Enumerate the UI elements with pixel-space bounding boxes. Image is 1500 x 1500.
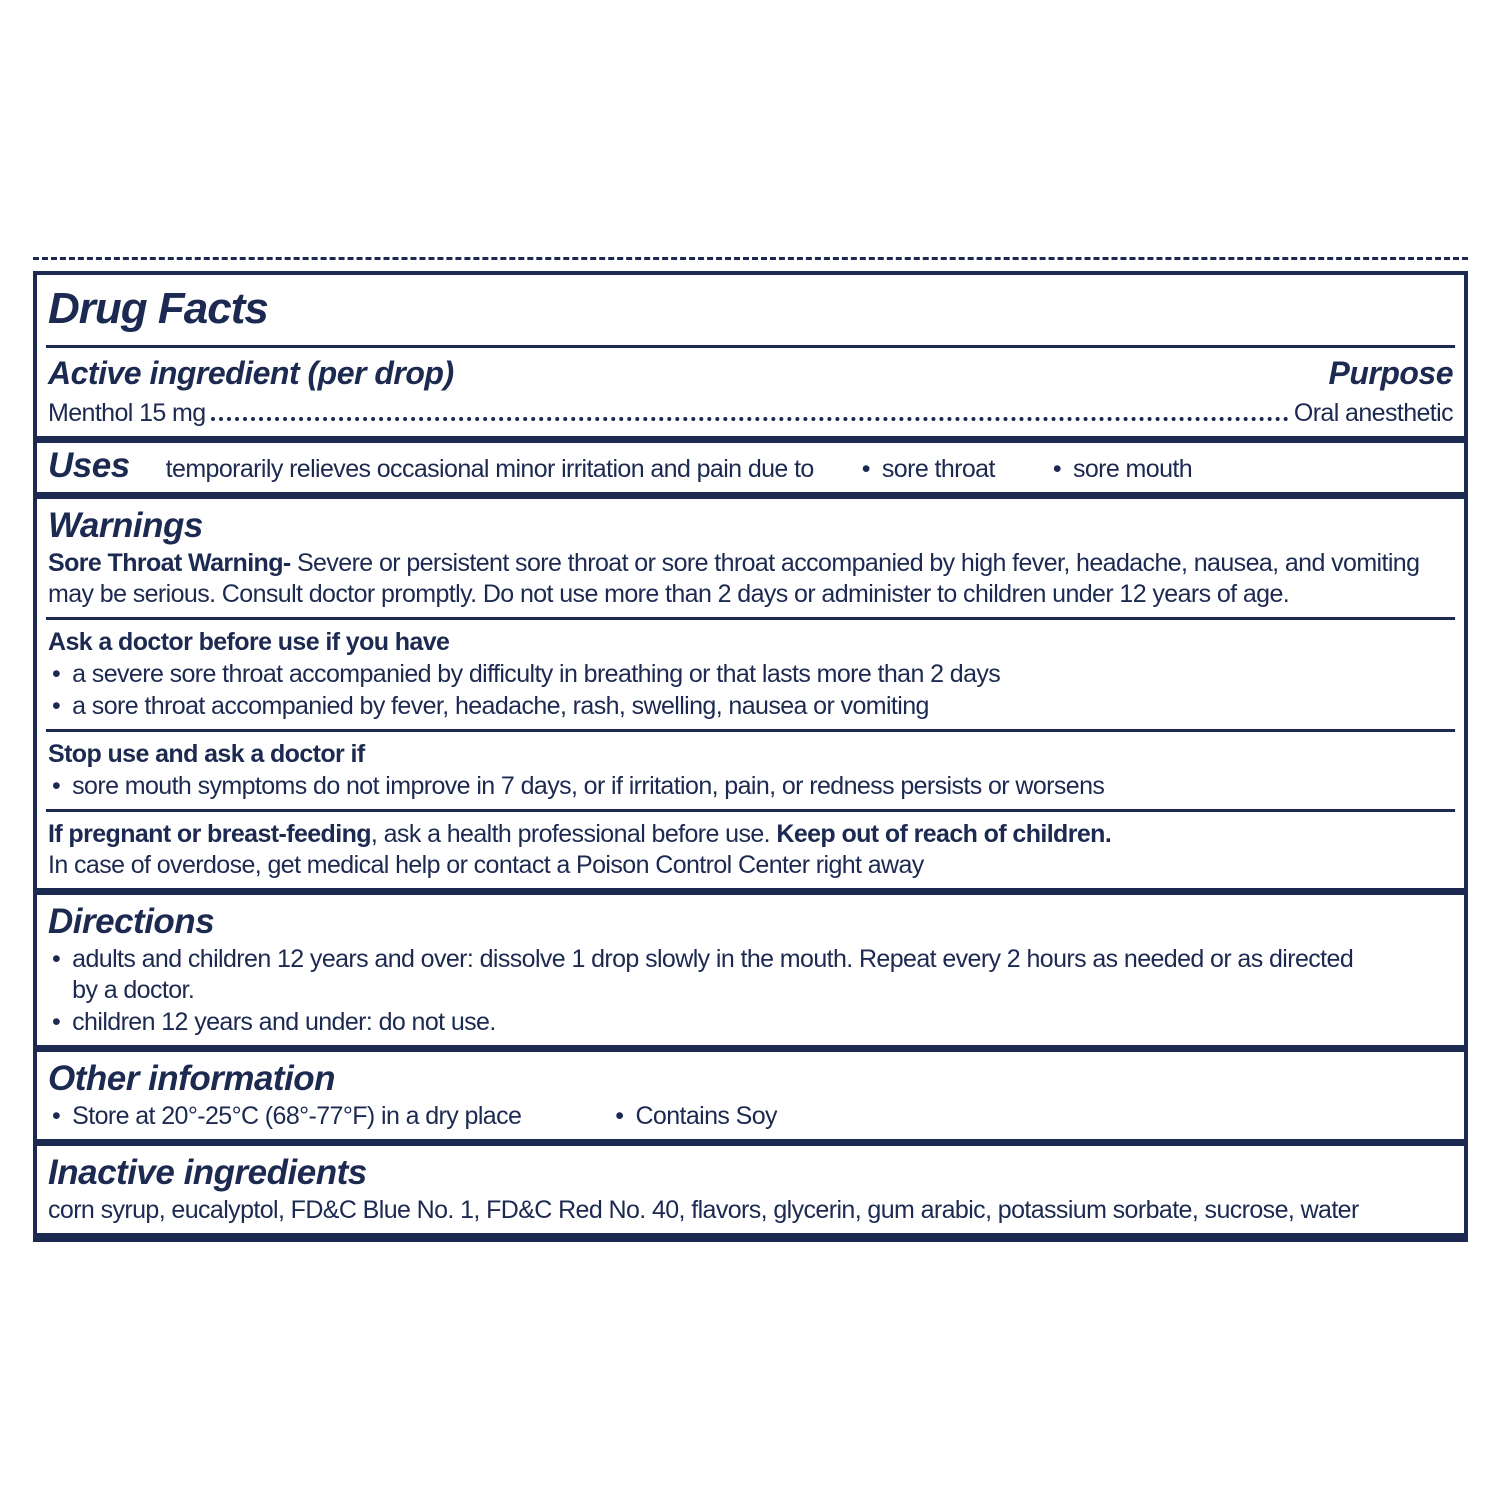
divider-thick <box>37 888 1464 895</box>
warnings-heading: Warnings <box>48 506 203 545</box>
uses-bullet-sore-mouth: • sore mouth <box>1053 454 1192 485</box>
title-section <box>37 275 1464 345</box>
uses-heading: Uses <box>48 446 130 485</box>
sore-throat-warning-text: Severe or persistent sore throat or sore throat accompanied by high fever, headache, nausea, and vomiting may be serious. Consult doctor promptly. Do not use more than 2 days or administer to children under 12 years of age. <box>48 549 1420 608</box>
inactive-ingredients-heading: Inactive ingredients <box>48 1153 367 1192</box>
other-information-heading: Other information <box>48 1059 336 1098</box>
uses-bullet-sore-throat: • sore throat <box>862 454 995 485</box>
divider-thick <box>37 436 1464 443</box>
divider-thick <box>37 492 1464 499</box>
uses-text: temporarily relieves occasional minor irritation and pain due to <box>165 455 814 483</box>
list-item <box>48 691 1453 722</box>
ask-doctor-section <box>37 620 1464 729</box>
drug-facts-label <box>33 257 1468 1242</box>
contains-soy-text: • Contains Soy <box>635 1102 777 1130</box>
active-ingredient-name: Menthol 15 mg <box>48 399 206 427</box>
warnings-section <box>37 499 1464 617</box>
directions-bullet-1: • adults and children 12 years and over: dissolve 1 drop slowly in the mouth. Repeat every 2 hours as needed or as directed by a doctor. <box>72 945 1354 1004</box>
divider-thick <box>37 1139 1464 1146</box>
pregnancy-section <box>37 812 1464 888</box>
drug-facts-panel <box>33 271 1468 1242</box>
dotted-leader <box>211 417 1289 421</box>
overdose-text: In case of overdose, get medical help or contact a Poison Control Center right away <box>48 851 924 879</box>
page-title: Drug Facts <box>48 284 268 333</box>
ask-doctor-bullet-1: • a severe sore throat accompanied by difficulty in breathing or that lasts more than 2 days <box>72 660 1001 688</box>
stop-use-bullet-1: • sore mouth symptoms do not improve in 7 days, or if irritation, pain, or redness persists or worsens <box>72 772 1105 800</box>
other-information-section <box>37 1052 1464 1139</box>
list-item <box>48 1007 1358 1038</box>
tear-line <box>33 257 1468 260</box>
stop-use-heading: Stop use and ask a doctor if <box>48 740 365 768</box>
storage-text: • Store at 20°-25°C (68°-77°F) in a dry place <box>72 1102 522 1130</box>
purpose-value: Oral anesthetic <box>1293 399 1453 427</box>
stop-use-section <box>37 732 1464 809</box>
active-ingredient-heading: Active ingredient (per drop) <box>48 355 454 391</box>
directions-heading: Directions <box>48 902 215 941</box>
ask-doctor-bullet-2: • a sore throat accompanied by fever, headache, rash, swelling, nausea or vomiting <box>72 692 929 720</box>
pregnancy-bold-text: If pregnant or breast-feeding <box>48 820 371 848</box>
list-item <box>48 659 1453 690</box>
keep-out-of-reach-text: Keep out of reach of children. <box>776 820 1112 848</box>
list-item <box>611 1101 777 1132</box>
sore-throat-warning-paragraph <box>48 548 1453 610</box>
sore-throat-warning-label: Sore Throat Warning- <box>48 549 291 577</box>
inactive-ingredients-text: corn syrup, eucalyptol, FD&C Blue No. 1, FD&C Red No. 40, flavors, glycerin, gum arabic, potassium sorbate, sucrose, water <box>48 1196 1359 1224</box>
ask-doctor-heading: Ask a doctor before use if you have <box>48 628 450 656</box>
list-item <box>48 771 1453 802</box>
directions-bullet-2: • children 12 years and under: do not use. <box>72 1008 496 1036</box>
divider-thick <box>37 1045 1464 1052</box>
inactive-ingredients-section <box>37 1146 1464 1233</box>
directions-section <box>37 895 1464 1045</box>
active-ingredient-section <box>37 348 1464 436</box>
list-item <box>48 944 1358 1006</box>
pregnancy-paragraph <box>48 819 1453 850</box>
purpose-heading: Purpose <box>1328 355 1453 391</box>
pregnancy-regular-text: , ask a health professional before use. <box>370 820 777 848</box>
list-item <box>48 1101 521 1132</box>
uses-section <box>37 443 1464 492</box>
